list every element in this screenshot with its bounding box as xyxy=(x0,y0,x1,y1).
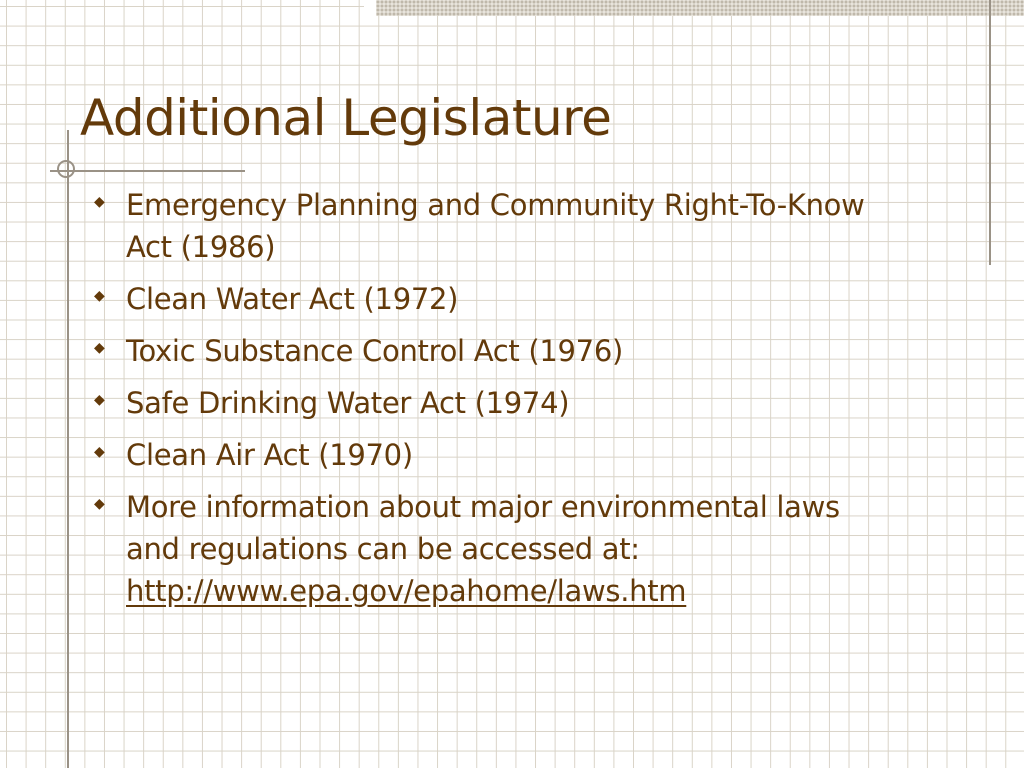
slide-title: Additional Legislature xyxy=(80,89,612,147)
title-underline-rule xyxy=(50,170,245,172)
bullet-text: Safe Drinking Water Act (1974) xyxy=(126,386,570,420)
diamond-bullet-icon: ◆ xyxy=(94,444,105,460)
bullet-text: More information about major environmental laws and regulations can be accessed at: xyxy=(126,490,840,566)
header-band-gap xyxy=(364,0,376,16)
epa-laws-link[interactable]: http://www.epa.gov/epahome/laws.htm xyxy=(126,574,687,608)
diamond-bullet-icon: ◆ xyxy=(94,194,105,210)
diamond-bullet-icon: ◆ xyxy=(94,288,105,304)
diamond-bullet-icon: ◆ xyxy=(94,496,105,512)
right-vertical-rule xyxy=(989,0,991,265)
bullet-text: Emergency Planning and Community Right-To-Know Act (1986) xyxy=(126,188,865,264)
diamond-bullet-icon: ◆ xyxy=(94,392,105,408)
bullet-item xyxy=(92,382,892,424)
bullet-item xyxy=(92,278,892,320)
bullet-text: Toxic Substance Control Act (1976) xyxy=(126,334,623,368)
bullet-item xyxy=(92,330,892,372)
bullet-text: Clean Air Act (1970) xyxy=(126,438,413,472)
bullet-text: Clean Water Act (1972) xyxy=(126,282,459,316)
header-texture-band xyxy=(376,0,1024,16)
bullet-item xyxy=(92,184,892,268)
bullet-item xyxy=(92,486,892,612)
crosshair-circle-icon xyxy=(57,160,75,178)
left-vertical-rule xyxy=(67,130,69,768)
bullet-list xyxy=(92,184,892,622)
bullet-item xyxy=(92,434,892,476)
diamond-bullet-icon: ◆ xyxy=(94,340,105,356)
